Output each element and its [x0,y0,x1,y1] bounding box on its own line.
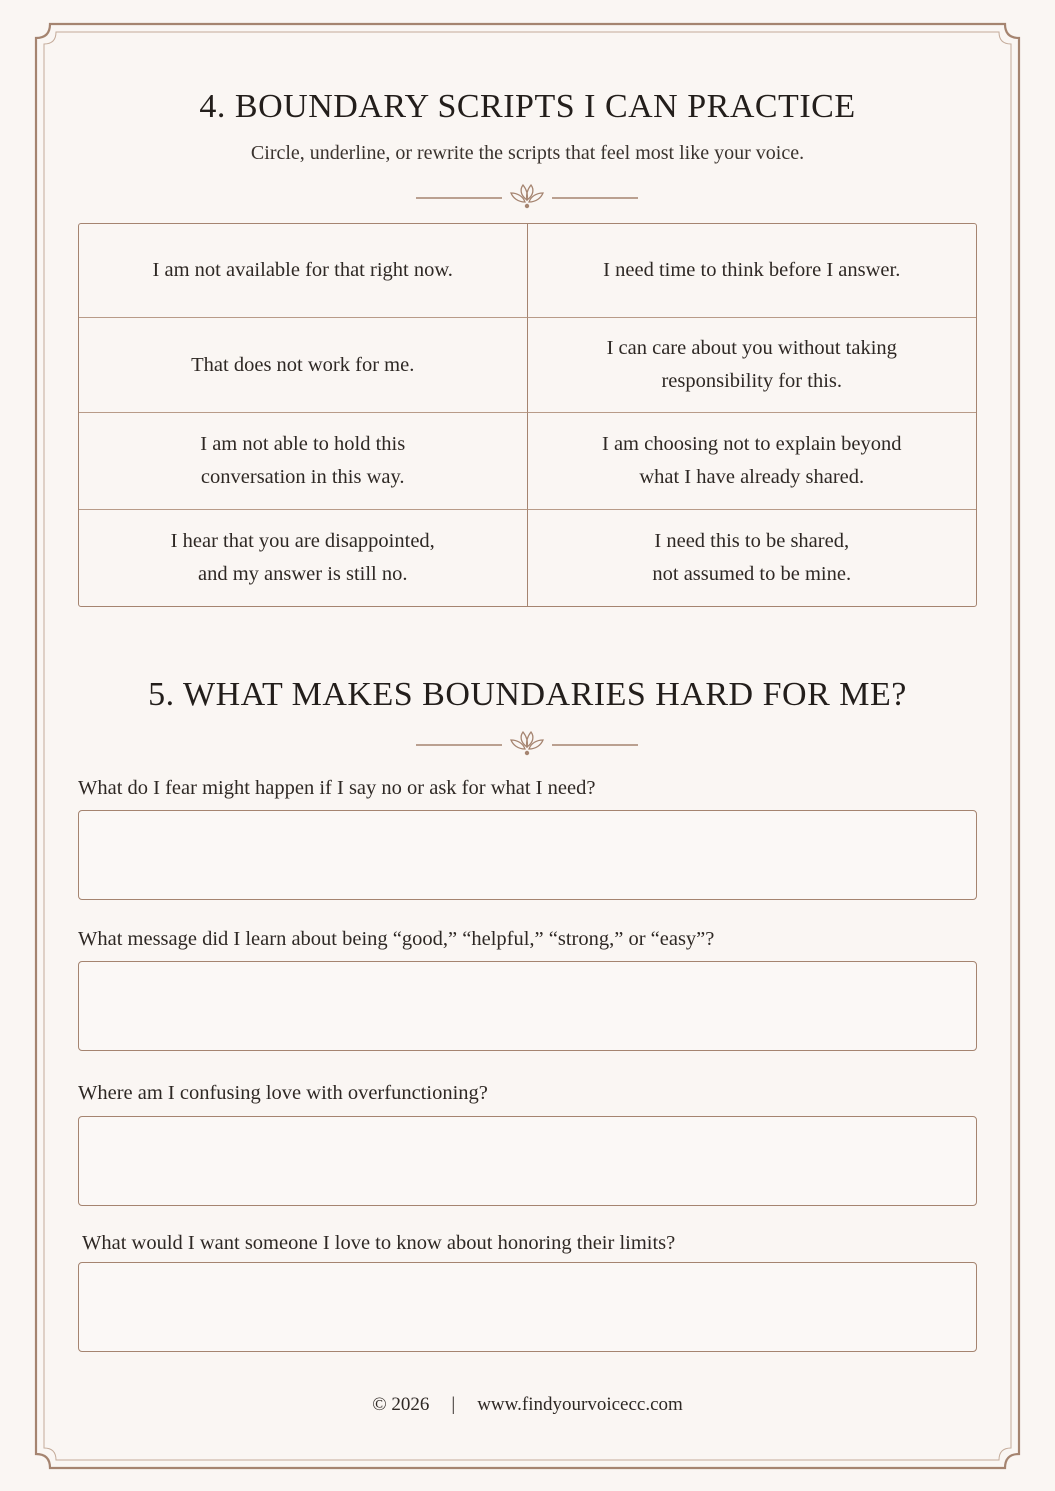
answer-box-limits[interactable] [78,1262,977,1352]
script-text: I am choosing not to explain beyond what I have already shared. [602,433,902,488]
footer [0,1394,1055,1416]
script-text: I need time to think before I answer. [603,259,901,281]
footer-separator: | [451,1394,456,1415]
script-text: That does not work for me. [191,353,415,376]
answer-box-overfunctioning[interactable] [78,1116,977,1206]
website-link[interactable]: www.findyourvoicecc.com [477,1394,683,1415]
script-text: I am not available for that right now. [152,259,453,281]
script-text: I hear that you are disappointed, and my answer is still no. [170,530,435,585]
leaf-ornament-icon [414,183,640,213]
script-text: I am not able to hold this conversation in this way. [200,433,406,488]
boundary-scripts-table [78,223,977,607]
script-cell [79,224,528,318]
script-cell [528,413,977,510]
section-4-subtitle: Circle, underline, or rewrite the scripts that feel most like your voice. [250,142,805,164]
question-limits: What would I want someone I love to know about honoring their limits? [82,1232,676,1254]
question-message: What message did I learn about being “good,” “helpful,” “strong,” or “easy”? [78,928,715,950]
answer-box-fear[interactable] [78,810,977,900]
script-text: I can care about you without taking responsibility for this. [606,337,897,392]
script-cell [528,318,977,413]
section-4-title: 4. BOUNDARY SCRIPTS I CAN PRACTICE [199,88,856,125]
leaf-ornament-icon [414,730,640,760]
section-5-title: 5. WHAT MAKES BOUNDARIES HARD FOR ME? [148,676,907,713]
script-cell [79,318,528,413]
script-cell [79,413,528,510]
script-text: I need this to be shared, not assumed to be mine. [652,530,852,585]
script-cell [528,510,977,606]
script-cell [528,224,977,318]
script-cell [79,510,528,606]
question-fear: What do I fear might happen if I say no or ask for what I need? [78,777,596,799]
answer-box-message[interactable] [78,961,977,1051]
copyright: © 2026 [372,1394,430,1415]
question-overfunctioning: Where am I confusing love with overfunctioning? [78,1082,488,1104]
